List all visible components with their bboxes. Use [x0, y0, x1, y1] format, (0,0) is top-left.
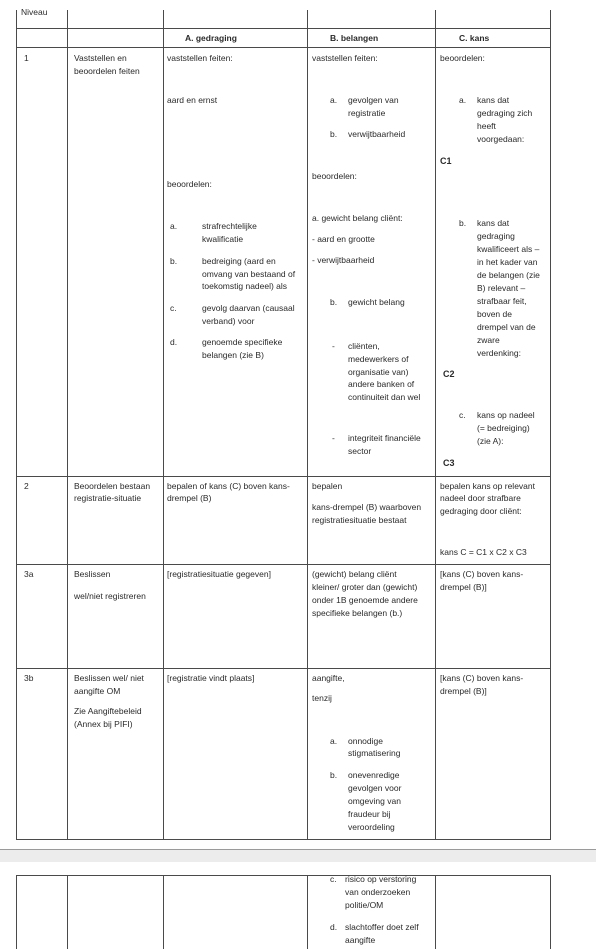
cell-text: registratiesituatie bestaat — [312, 515, 407, 525]
list-item: fraudeur bij — [348, 809, 391, 819]
list-item: heeft — [477, 121, 496, 131]
cell-text: vaststellen feiten: — [167, 53, 233, 63]
list-item: risico op verstoring — [345, 874, 417, 884]
cell-text: - aard en grootte — [312, 234, 375, 244]
cell-text: [registratie vindt plaats] — [167, 673, 255, 683]
list-item: gevolgen van — [348, 95, 399, 105]
list-letter: a. — [330, 736, 338, 746]
cell-text: bepalen — [312, 481, 343, 491]
list-item: (= bedreiging) — [477, 423, 530, 433]
cell-text: beoordelen: — [440, 53, 485, 63]
cell-text: [kans (C) boven kans- — [440, 673, 524, 683]
cell-text: aard en ernst — [167, 95, 218, 105]
list-item: integriteit financiële — [348, 433, 421, 443]
row-number: 2 — [24, 481, 29, 491]
list-item: medewerkers of — [348, 354, 409, 364]
list-item: de belangen (zie — [477, 270, 540, 280]
list-letter: b. — [330, 129, 338, 139]
list-item: strafbaar feit, — [477, 296, 527, 306]
list-letter: a. — [170, 221, 178, 231]
cell-text: beoordelen: — [167, 179, 212, 189]
cell-text: a. gewicht belang cliënt: — [312, 213, 403, 223]
row-title: Vaststellen en — [74, 53, 127, 63]
list-item: gevolgen voor — [348, 783, 402, 793]
list-item: continuiteit dan wel — [348, 392, 421, 402]
list-item: toekomstig nadeel) als — [202, 281, 288, 291]
list-item: gewicht belang — [348, 297, 405, 307]
list-letter: c. — [170, 303, 177, 313]
list-item: omgeving van — [348, 796, 401, 806]
list-item: sector — [348, 446, 372, 456]
cell-text: [registratiesituatie gegeven] — [167, 569, 271, 579]
list-item: registratie — [348, 108, 386, 118]
niveau-header: Niveau — [21, 7, 48, 17]
cell-text: beoordelen: — [312, 171, 357, 181]
row-title: aangifte OM — [74, 686, 121, 696]
row-title: beoordelen feiten — [74, 66, 140, 76]
cell-text: - verwijtbaarheid — [312, 255, 375, 265]
row-title: Beslissen wel/ niet — [74, 673, 144, 683]
list-item: omvang van bestaand of — [202, 269, 296, 279]
list-item: kwalificatie — [202, 234, 244, 244]
cell-text: nadeel door strafbare — [440, 493, 521, 503]
list-letter: b. — [330, 770, 338, 780]
list-item: gevolg daarvan (causaal — [202, 303, 295, 313]
list-item: slachtoffer doet zelf — [345, 922, 419, 932]
row-number: 3b — [24, 673, 34, 683]
list-item: van onderzoeken — [345, 887, 411, 897]
column-header-c: C. kans — [459, 33, 490, 43]
c3-label: C3 — [443, 458, 455, 468]
list-item: aangifte — [345, 935, 376, 945]
cell-text: onder 1B genoemde andere — [312, 595, 418, 605]
formula-text: kans C = C1 x C2 x C3 — [440, 547, 527, 557]
cell-text: (gewicht) belang cliënt — [312, 569, 397, 579]
row-title: Beoordelen bestaan — [74, 481, 151, 491]
row-number: 1 — [24, 53, 29, 63]
list-item: zware — [477, 335, 500, 345]
list-item: boven de — [477, 309, 512, 319]
list-item: B) relevant – — [477, 283, 526, 293]
list-item: kans op nadeel — [477, 410, 535, 420]
cell-text: kleiner/ groter dan (gewicht) — [312, 582, 418, 592]
list-letter: b. — [170, 256, 178, 266]
list-item: verwijtbaarheid — [348, 129, 406, 139]
list-item: bedreiging (aard en — [202, 256, 276, 266]
list-item: andere banken of — [348, 379, 415, 389]
list-letter: d. — [330, 922, 338, 932]
list-item: kwalificeert als – — [477, 244, 540, 254]
list-item: belangen (zie B) — [202, 350, 264, 360]
list-item: onevenredige — [348, 770, 400, 780]
c1-label: C1 — [440, 156, 452, 166]
row-title: registratie-situatie — [74, 493, 142, 503]
list-dash: - — [332, 341, 335, 351]
column-header-a: A. gedraging — [185, 33, 237, 43]
row-note: (Annex bij PIFI) — [74, 719, 133, 729]
list-item: in het kader van — [477, 257, 538, 267]
list-item: stigmatisering — [348, 748, 401, 758]
column-header-b: B. belangen — [330, 33, 379, 43]
cell-text: kans-drempel (B) waarboven — [312, 502, 422, 512]
list-letter: b. — [330, 297, 338, 307]
cell-text: vaststellen feiten: — [312, 53, 378, 63]
list-item: kans dat — [477, 95, 510, 105]
row-title: wel/niet registreren — [74, 591, 146, 601]
list-item: genoemde specifieke — [202, 337, 283, 347]
list-letter: a. — [330, 95, 338, 105]
cell-text: drempel (B)] — [440, 686, 487, 696]
list-item: gedraging zich — [477, 108, 533, 118]
cell-text: drempel (B) — [167, 493, 212, 503]
cell-text: tenzij — [312, 693, 332, 703]
list-item: gedraging — [477, 231, 515, 241]
list-item: verdenking: — [477, 348, 521, 358]
cell-text: bepalen kans op relevant — [440, 481, 535, 491]
list-item: drempel van de — [477, 322, 536, 332]
cell-text: drempel (B)] — [440, 582, 487, 592]
c2-label: C2 — [443, 369, 455, 379]
list-item: verband) voor — [202, 316, 255, 326]
row-note: Zie Aangiftebeleid — [74, 706, 142, 716]
list-letter: d. — [170, 337, 178, 347]
list-letter: c. — [459, 410, 466, 420]
list-letter: c. — [330, 874, 337, 884]
cell-text: specifieke belangen (b.) — [312, 608, 403, 618]
list-item: strafrechtelijke — [202, 221, 257, 231]
cell-text: [kans (C) boven kans- — [440, 569, 524, 579]
cell-text: gedraging door cliënt: — [440, 506, 522, 516]
row-title: Beslissen — [74, 569, 111, 579]
list-item: politie/OM — [345, 900, 384, 910]
list-item: cliënten, — [348, 341, 380, 351]
list-letter: b. — [459, 218, 467, 228]
list-dash: - — [332, 433, 335, 443]
cell-text: aangifte, — [312, 673, 345, 683]
list-item: organisatie van) — [348, 367, 409, 377]
list-item: veroordeling — [348, 822, 395, 832]
list-item: kans dat — [477, 218, 510, 228]
cell-text: bepalen of kans (C) boven kans- — [167, 481, 290, 491]
list-item: (zie A): — [477, 436, 504, 446]
list-item: onnodige — [348, 736, 383, 746]
row-number: 3a — [24, 569, 34, 579]
list-letter: a. — [459, 95, 467, 105]
list-item: voorgedaan: — [477, 134, 525, 144]
